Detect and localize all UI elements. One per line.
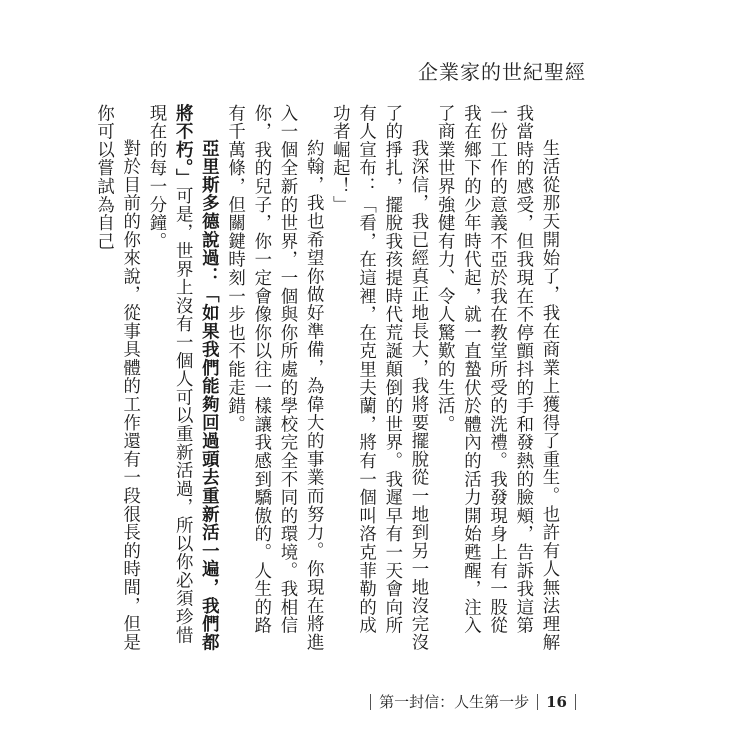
paragraph-2: 我深信，我已經真正地長大，我將要擺脫從一地到另一地沒完沒了的掙扎，擺脫我孩提時代荒誕顛倒的世界。我遲早有一天會向所有人宣布：「看，在這裡，在克里夫蘭，將有一個叫洛克菲勒的成功者崛起！」 [329, 104, 428, 652]
footer-divider-left [370, 694, 371, 710]
footer-divider-middle [537, 694, 538, 710]
paragraph-5: 對於目前的你來說，從事具體的工作還有一段很長的時間，但是你可以嘗試為自己 [93, 104, 140, 652]
paragraph-4 [143, 104, 222, 652]
running-footer [362, 691, 584, 712]
page-number: 16 [546, 692, 567, 711]
body-text [93, 104, 562, 652]
paragraph-4-rest: 可是，世界上沒有一個人可以重新活過，所以你必須珍惜現在的每一分鐘。 [145, 104, 193, 645]
footer-divider-right [575, 694, 576, 710]
aristotle-quote: 亞里斯多德說過：「如果我們能夠回過頭去重新活一遍，我們都將不朽。」 [172, 104, 219, 652]
running-header-title: 企業家的世紀聖經 [418, 60, 586, 84]
paragraph-3: 約翰，我也希望你做好準備，為偉大的事業而努力。你現在將進入一個全新的世界，一個與你所處的學校完全不同的環境。我相信你，我的兒子，你一定會像你以往一樣讓我感到驕傲的。人生的路有千萬條，但關鍵時刻一步也不能走錯。 [224, 104, 324, 652]
paragraph-1: 生活從那天開始了，我在商業上獲得了重生。也許有人無法理解我當時的感受，但我現在不停顫抖的手和發熱的臉頰，告訴我這第一份工作的意義不亞於我在教堂所受的洗禮。我發現身上有一股從我在鄉下的少年時代起，就一直蟄伏於體內的活力開始甦醒，注入了商業世界強健有力、令人驚歎的生活。 [434, 104, 559, 652]
footer-chapter-title: 第一封信：人生第一步 [379, 693, 530, 711]
